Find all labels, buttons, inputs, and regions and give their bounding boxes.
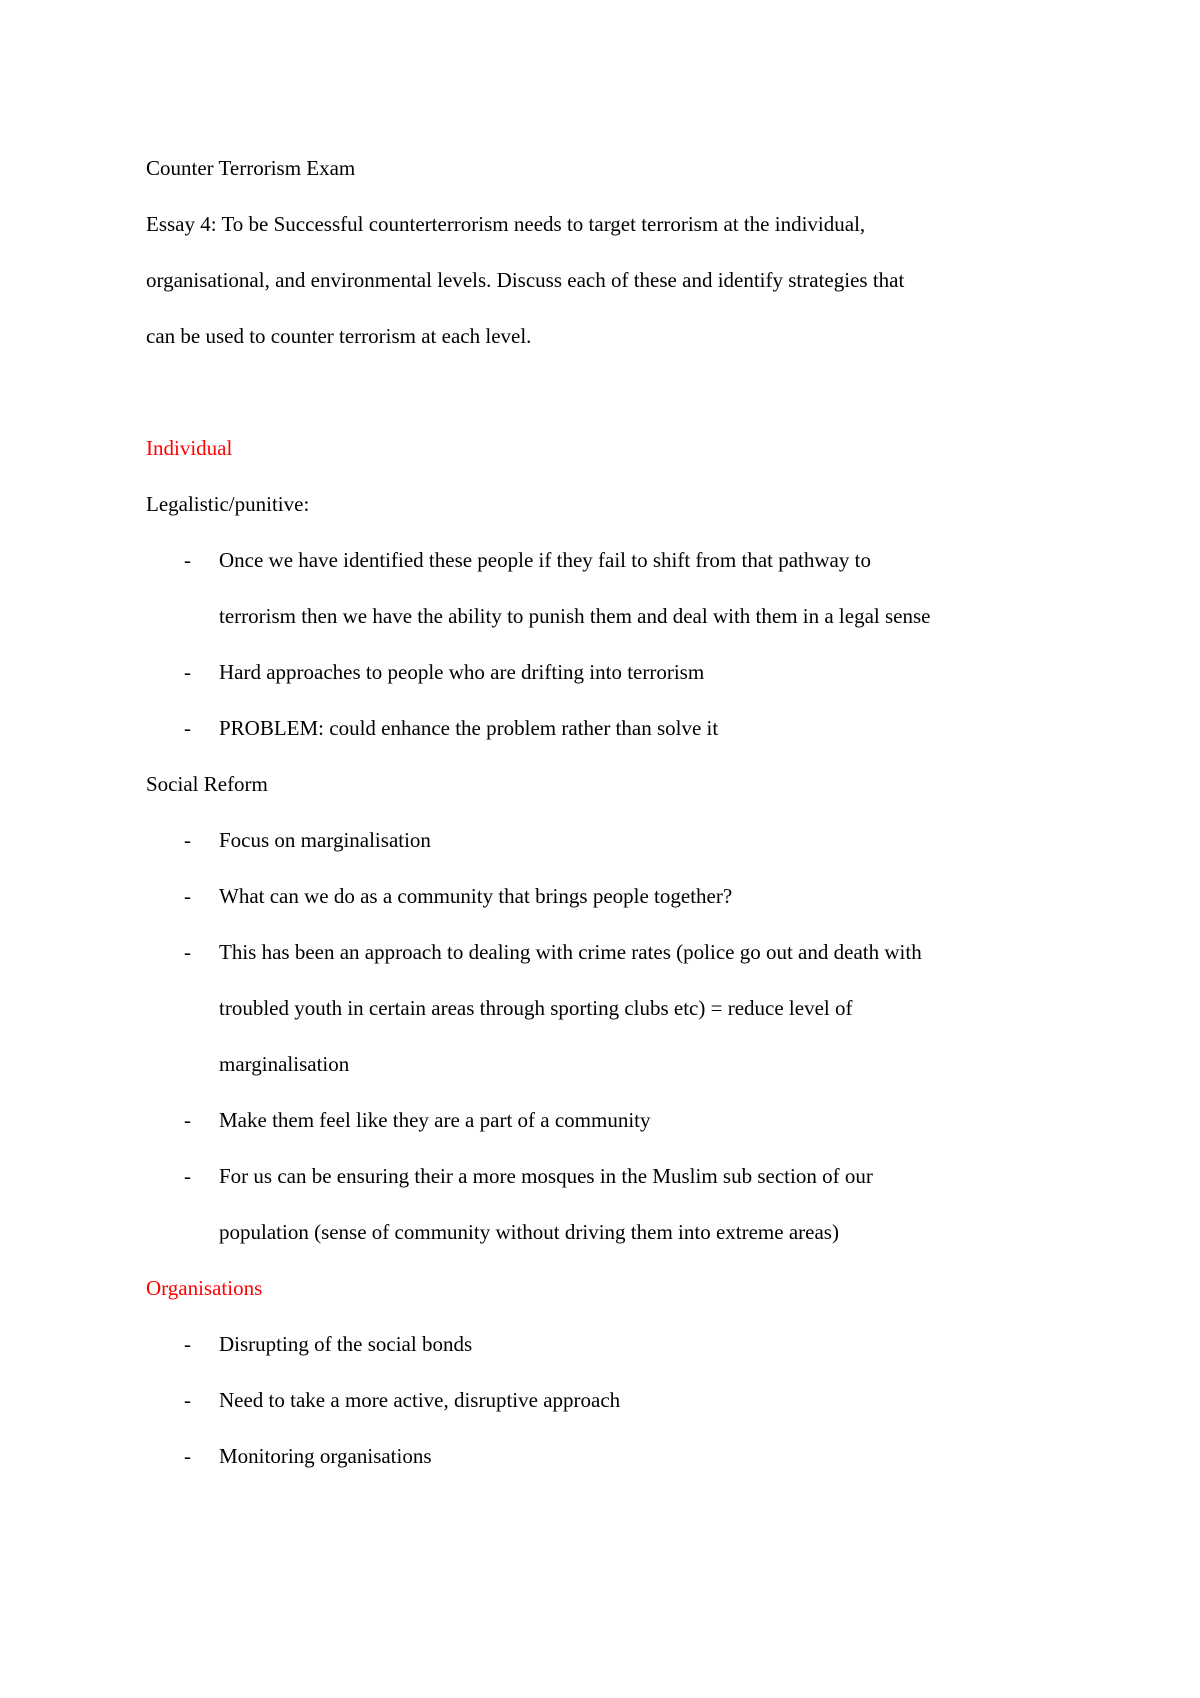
bullet-item <box>146 868 1086 924</box>
subheading-legalistic: Legalistic/punitive: <box>146 492 310 516</box>
bullet-dash: - <box>184 1332 191 1356</box>
bullet-dash: - <box>184 716 191 740</box>
bullet-text: Once we have identified these people if they fail to shift from that pathway to <box>219 548 871 572</box>
bullet-item <box>146 700 1086 756</box>
bullet-continuation: marginalisation <box>219 1052 350 1076</box>
bullet-item <box>146 1372 1086 1428</box>
bullet-continuation: terrorism then we have the ability to punish them and deal with them in a legal sense <box>219 604 931 628</box>
bullet-item <box>146 1148 1086 1204</box>
bullet-item <box>146 532 1086 588</box>
bullet-dash: - <box>184 828 191 852</box>
bullet-dash: - <box>184 1108 191 1132</box>
bullet-text: Disrupting of the social bonds <box>219 1332 473 1356</box>
essay-prompt-line: Essay 4: To be Successful counterterrorism needs to target terrorism at the individual, <box>146 212 866 236</box>
bullet-text: For us can be ensuring their a more mosques in the Muslim sub section of our <box>219 1164 873 1188</box>
bullet-text: Make them feel like they are a part of a community <box>219 1108 651 1132</box>
bullet-continuation: troubled youth in certain areas through sporting clubs etc) = reduce level of <box>219 996 853 1020</box>
section-heading-organisations: Organisations <box>146 1276 263 1300</box>
section-heading-individual: Individual <box>146 436 233 460</box>
bullet-dash: - <box>184 884 191 908</box>
bullet-text: PROBLEM: could enhance the problem rather than solve it <box>219 716 719 740</box>
subheading-social-reform: Social Reform <box>146 772 268 796</box>
bullet-text: Monitoring organisations <box>219 1444 432 1468</box>
bullet-dash: - <box>184 940 191 964</box>
bullet-item <box>146 1092 1086 1148</box>
bullet-item <box>146 924 1086 980</box>
bullet-dash: - <box>184 1444 191 1468</box>
bullet-text: What can we do as a community that brings people together? <box>219 884 733 908</box>
bullet-item <box>146 1316 1086 1372</box>
bullet-text: Hard approaches to people who are drifting into terrorism <box>219 660 705 684</box>
bullet-text: This has been an approach to dealing with crime rates (police go out and death with <box>219 940 922 964</box>
essay-prompt-line: can be used to counter terrorism at each level. <box>146 324 532 348</box>
bullet-item <box>146 644 1086 700</box>
bullet-item <box>146 1428 1086 1484</box>
document-title: Counter Terrorism Exam <box>146 156 356 180</box>
document-page <box>146 140 1086 1484</box>
bullet-dash: - <box>184 1388 191 1412</box>
bullet-continuation: population (sense of community without driving them into extreme areas) <box>219 1220 839 1244</box>
bullet-dash: - <box>184 1164 191 1188</box>
essay-prompt-line: organisational, and environmental levels. Discuss each of these and identify strategies that <box>146 268 905 292</box>
bullet-text: Focus on marginalisation <box>219 828 431 852</box>
bullet-item <box>146 812 1086 868</box>
bullet-text: Need to take a more active, disruptive approach <box>219 1388 621 1412</box>
bullet-dash: - <box>184 548 191 572</box>
bullet-dash: - <box>184 660 191 684</box>
blank-line <box>146 364 1086 420</box>
